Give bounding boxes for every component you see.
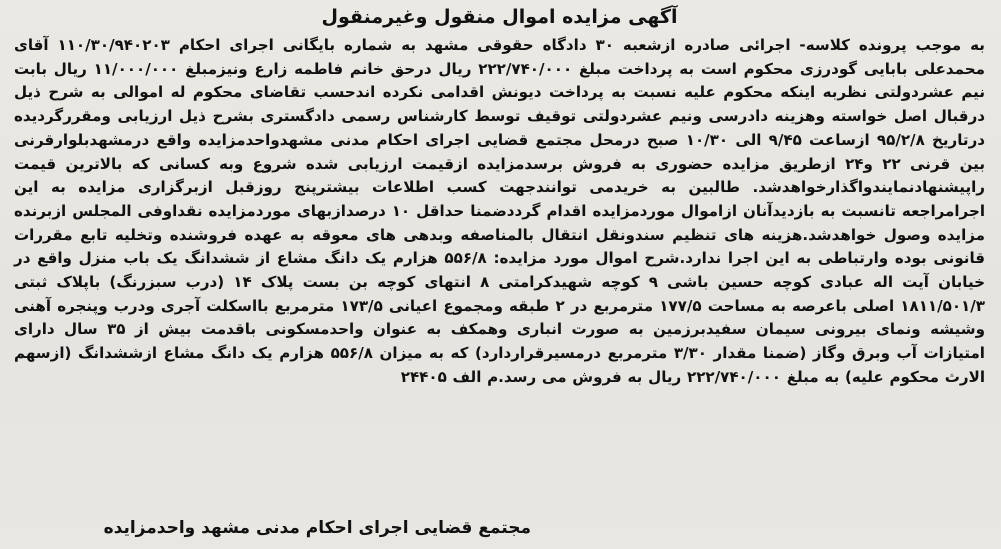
notice-footer: مجتمع قضایی اجرای احکام مدنی مشهد واحدمزایده xyxy=(103,518,531,538)
notice-title: آگهی مزایده اموال منقول وغیرمنقول xyxy=(321,6,678,28)
notice-body: به موجب پرونده کلاسه- اجرائی صادره ازشعبه ۳۰ دادگاه حقوقی مشهد به شماره بایگانی اجرای احکام ۱۱۰/۳۰/۹۴۰۲۰۳ آقای محمدعلی بابایی گودرزی محکوم است به پرداخت مبلغ ۲۲۲/۷۴۰/۰۰۰ ریال درحق خانم فاطمه زارع ونیزمبلغ ۱۱/۰۰۰/۰۰۰ ریال بابت نیم عشردولتی نظربه اینکه محکوم علیه نسبت به پرداخت دیونش اقدامی نکرده اندحسب تقاضای محکوم له اموالی به شرح ذیل درقبال اصل خواسته وهزینه دادرسی ونیم عشردولتی توقیف توسط کارشناس رسمی دادگستری بشرح ذیل ارزیابی ومقررگردیده درتاریخ ۹۵/۲/۸ ازساعت ۹/۴۵ الی ۱۰/۳۰ صبح درمحل مجتمع قضایی اجرای احکام مدنی مشهدواحدمزایده واقع درمشهدبلوارقرنی بین قرنی ۲۲ و۲۴ ازطریق مزایده حضوری به فروش برسدمزایده ازقیمت ارزیابی شده شروع وبه کسانی که بالاترین قیمت راپیشنهادنمایندواگذارخواهدشد. طالبین به خریدمی توانندجهت کسب اطلاعات بیشترپنج روزقبل ازبرگزاری مزایده به این اجرامراجعه تانسبت به بازدیدآنان ازاموال موردمزایده اقدام گرددضمنا حداقل ۱۰ درصدازبهای موردمزایده نقداوفی المجلس ازبرنده مزایده وصول خواهدشد.هزینه های تنظیم سندونقل انتقال بالمناصفه وبدهی های معوقه به عهده فروشنده وتخلیه تابع مقررات قانونی بوده وارتباطی به این اجرا ندارد.شرح اموال مورد مزایده: ۵۵۶/۸ هزارم یک دانگ مشاع از ششدانگ یک باب منزل واقع در خیابان آیت اله عبادی کوچه حسین باشی ۹ کوچه شهیدکرامتی ۸ انتهای کوچه بن بست پلاک ۱۴ (درب سبزرنگ) باپلاک ثبتی ۱۸۱۱/۵۰۱/۳ اصلی باعرصه به مساحت ۱۷۷/۵ مترمربع در ۲ طبقه ومجموع اعیانی ۱۷۳/۵ مترمربع بااسکلت آجری ودرب وپنجره آهنی وشیشه ونمای بیرونی سیمان سفیدبرزمین به صورت انباری وهمکف به عنوان واحدمسکونی باقدمت بیش از ۳۵ سال دارای امتیازات آب وبرق وگاز (ضمنا مقدار ۳/۳۰ مترمربع درمسیرقراردارد) که به میزان ۵۵۶/۸ هزارم یک دانگ مشاع ازششدانگ (ازسهم الارث محکوم علیه) به مبلغ ۲۲۲/۷۴۰/۰۰۰ ریال به فروش می رسد.م الف ۲۴۴۰۵ xyxy=(14,36,986,386)
